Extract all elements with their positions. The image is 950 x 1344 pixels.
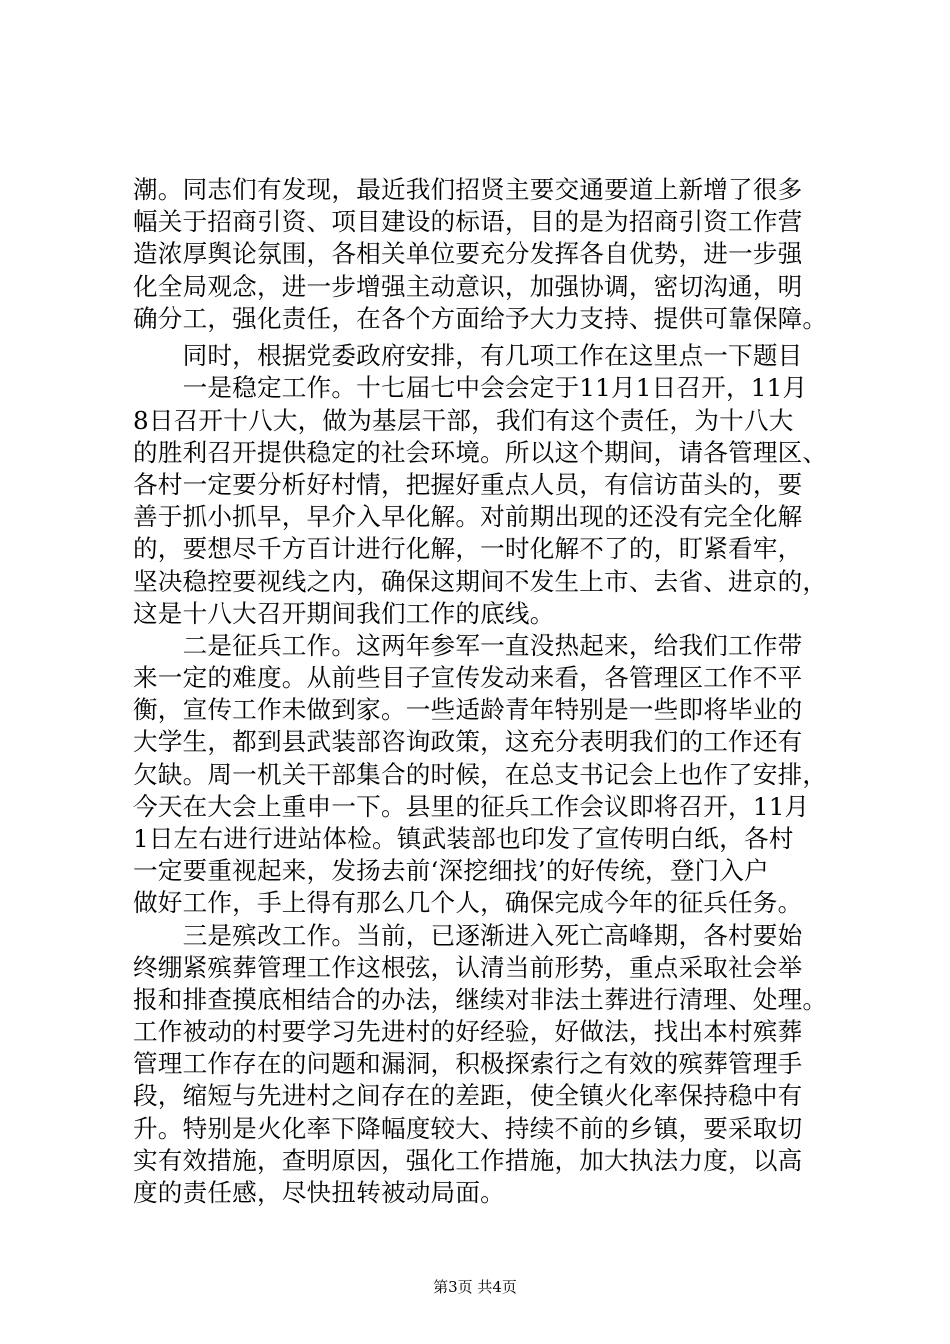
text-line: 欠缺。周一机关干部集合的时候，在总支书记会上也作了安排， [133,760,828,789]
paragraph-first-line: 三是殡改工作。当前，已逐渐进入死亡高峰期，各村要始 [133,921,803,950]
text-line: 报和排查摸底相结合的办法，继续对非法土葬进行清理、处理。 [133,985,828,1014]
text-line: 做好工作，手上得有那么几个人，确保完成今年的征兵任务。 [133,888,803,917]
text-line: 工作被动的村要学习先进村的好经验，好做法，找出本村殡葬 [133,1017,803,1046]
paragraph-first-line: 同时，根据党委政府安排，有几项工作在这里点一下题目 [133,341,803,370]
text-line: 今天在大会上重申一下。县里的征兵工作会议即将召开，11月 [133,792,810,821]
text-line: 化全局观念，进一步增强主动意识，加强协调，密切沟通，明 [133,272,803,301]
paragraph-first-line: 二是征兵工作。这两年参军一直没热起来，给我们工作带 [133,631,803,660]
text-line: 大学生，都到县武装部咨询政策，这充分表明我们的工作还有 [133,727,803,756]
text-line: 各村一定要分析好村情，把握好重点人员，有信访苗头的，要 [133,470,803,499]
paragraph-first-line: 一是稳定工作。十七届七中会会定于11月1日召开，11月 [133,373,808,402]
text-line: 造浓厚舆论氛围，各相关单位要充分发挥各自优势，进一步强 [133,239,803,268]
text-line: 1日左右进行进站体检。镇武装部也印发了宣传明白纸，各村 [133,824,794,853]
text-line: 这是十八大召开期间我们工作的底线。 [133,599,555,628]
text-line: 实有效措施，查明原因，强化工作措施，加大执法力度，以高 [133,1146,803,1175]
text-line: 度的责任感，尽快扭转被动局面。 [133,1178,505,1207]
text-line: 8日召开十八大，做为基层干部，我们有这个责任，为十八大 [133,406,794,435]
text-line: 善于抓小抓早，早介入早化解。对前期出现的还没有完全化解 [133,502,803,531]
text-line: 来一定的难度。从前些目子宣传发动来看，各管理区工作不平 [133,663,803,692]
text-line: 坚决稳控要视线之内，确保这期间不发生上市、去省、进京的， [133,567,828,596]
text-line: 确分工，强化责任，在各个方面给予大力支持、提供可靠保障。 [133,304,828,333]
text-line: 的胜利召开提供稳定的社会环境。所以这个期间，请各管理区、 [133,438,828,467]
page-footer: 第3页 共4页 [433,1278,517,1296]
text-line: 一定要重视起来，发扬去前‘深挖细找’的好传统，登门入户 [133,856,769,885]
text-line: 衡，宣传工作未做到家。一些适龄青年特别是一些即将毕业的 [133,695,803,724]
text-line: 的，要想尽千方百计进行化解，一时化解不了的，盯紧看牢， [133,534,803,563]
text-line: 升。特别是火化率下降幅度较大、持续不前的乡镇，要采取切 [133,1114,803,1143]
text-line: 段，缩短与先进村之间存在的差距，使全镇火化率保持稳中有 [133,1081,803,1110]
text-line: 幅关于招商引资、项目建设的标语，目的是为招商引资工作营 [133,207,803,236]
text-line: 终绷紧殡葬管理工作这根弦，认清当前形势，重点采取社会举 [133,953,803,982]
text-line: 潮。同志们有发现，最近我们招贤主要交通要道上新增了很多 [133,175,803,204]
text-line: 管理工作存在的问题和漏洞，积极探索行之有效的殡葬管理手 [133,1049,803,1078]
